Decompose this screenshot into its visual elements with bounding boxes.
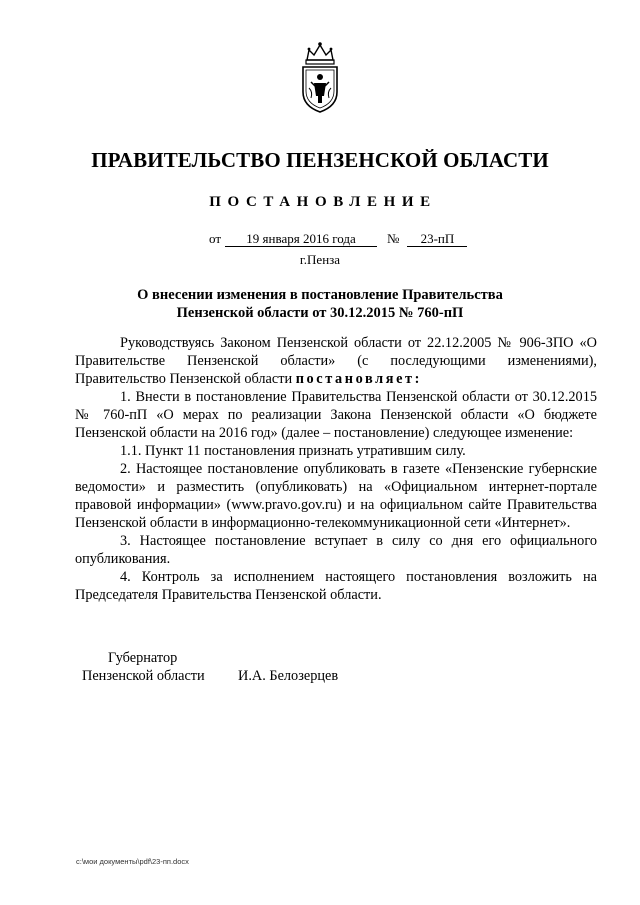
paragraph-3: 3. Настоящее постановление вступает в силу со дня его официального опубликования. xyxy=(75,533,597,567)
heading-line-2: Пензенской области от 30.12.2015 № 760-пП xyxy=(176,305,464,321)
resolution-word: постановляет: xyxy=(295,371,423,387)
signatory-org: Пензенской области xyxy=(82,668,205,684)
paragraph-1-1: 1.1. Пункт 11 постановления признать утратившим силу. xyxy=(120,443,466,459)
city: г.Пенза xyxy=(299,252,341,267)
paragraph-1: 1. Внести в постановление Правительства Пензенской области от 30.12.2015 № 760-пП «О мерах по реализации Закона Пензенской области «О бюджете Пензенской области на 2016 год» (далее – постановление) следующее изменение: xyxy=(75,389,597,441)
date-prefix: от xyxy=(209,231,222,246)
signatory-name: И.А. Белозерцев xyxy=(238,668,339,684)
document-heading xyxy=(0,286,640,322)
number-label: № xyxy=(387,231,400,246)
heading-line-1: О внесении изменения в постановление Правительства xyxy=(137,287,503,303)
paragraph-preamble xyxy=(75,334,597,388)
date-number-line xyxy=(209,231,467,247)
signatory-title: Губернатор xyxy=(108,650,178,666)
document-number: 23-пП xyxy=(407,232,467,247)
preamble-text: Руководствуясь Законом Пензенской области от 22.12.2005 № 906-ЗПО «О Правительстве Пензенской области» (с последующими изменениями), Правительство Пензенской области xyxy=(75,335,597,387)
file-path-footer: c:\мои документы\pdf\23-пп.docx xyxy=(76,857,189,866)
document-date: 19 января 2016 года xyxy=(225,232,377,247)
coat-of-arms-icon xyxy=(295,40,345,115)
document-body xyxy=(75,334,597,604)
org-title: ПРАВИТЕЛЬСТВО ПЕНЗЕНСКОЙ ОБЛАСТИ xyxy=(91,148,549,172)
paragraph-4: 4. Контроль за исполнением настоящего постановления возложить на Председателя Правительства Пензенской области. xyxy=(75,569,597,603)
document-type: ПОСТАНОВЛЕНИЕ xyxy=(209,194,437,210)
paragraph-2: 2. Настоящее постановление опубликовать в газете «Пензенские губернские ведомости» и разместить (опубликовать) на «Официальном интернет-портале правовой информации» (www.pravo.gov.ru) и на официальном сайте Правительства Пензенской области в информационно-телекоммуникационной сети «Интернет». xyxy=(75,461,597,531)
